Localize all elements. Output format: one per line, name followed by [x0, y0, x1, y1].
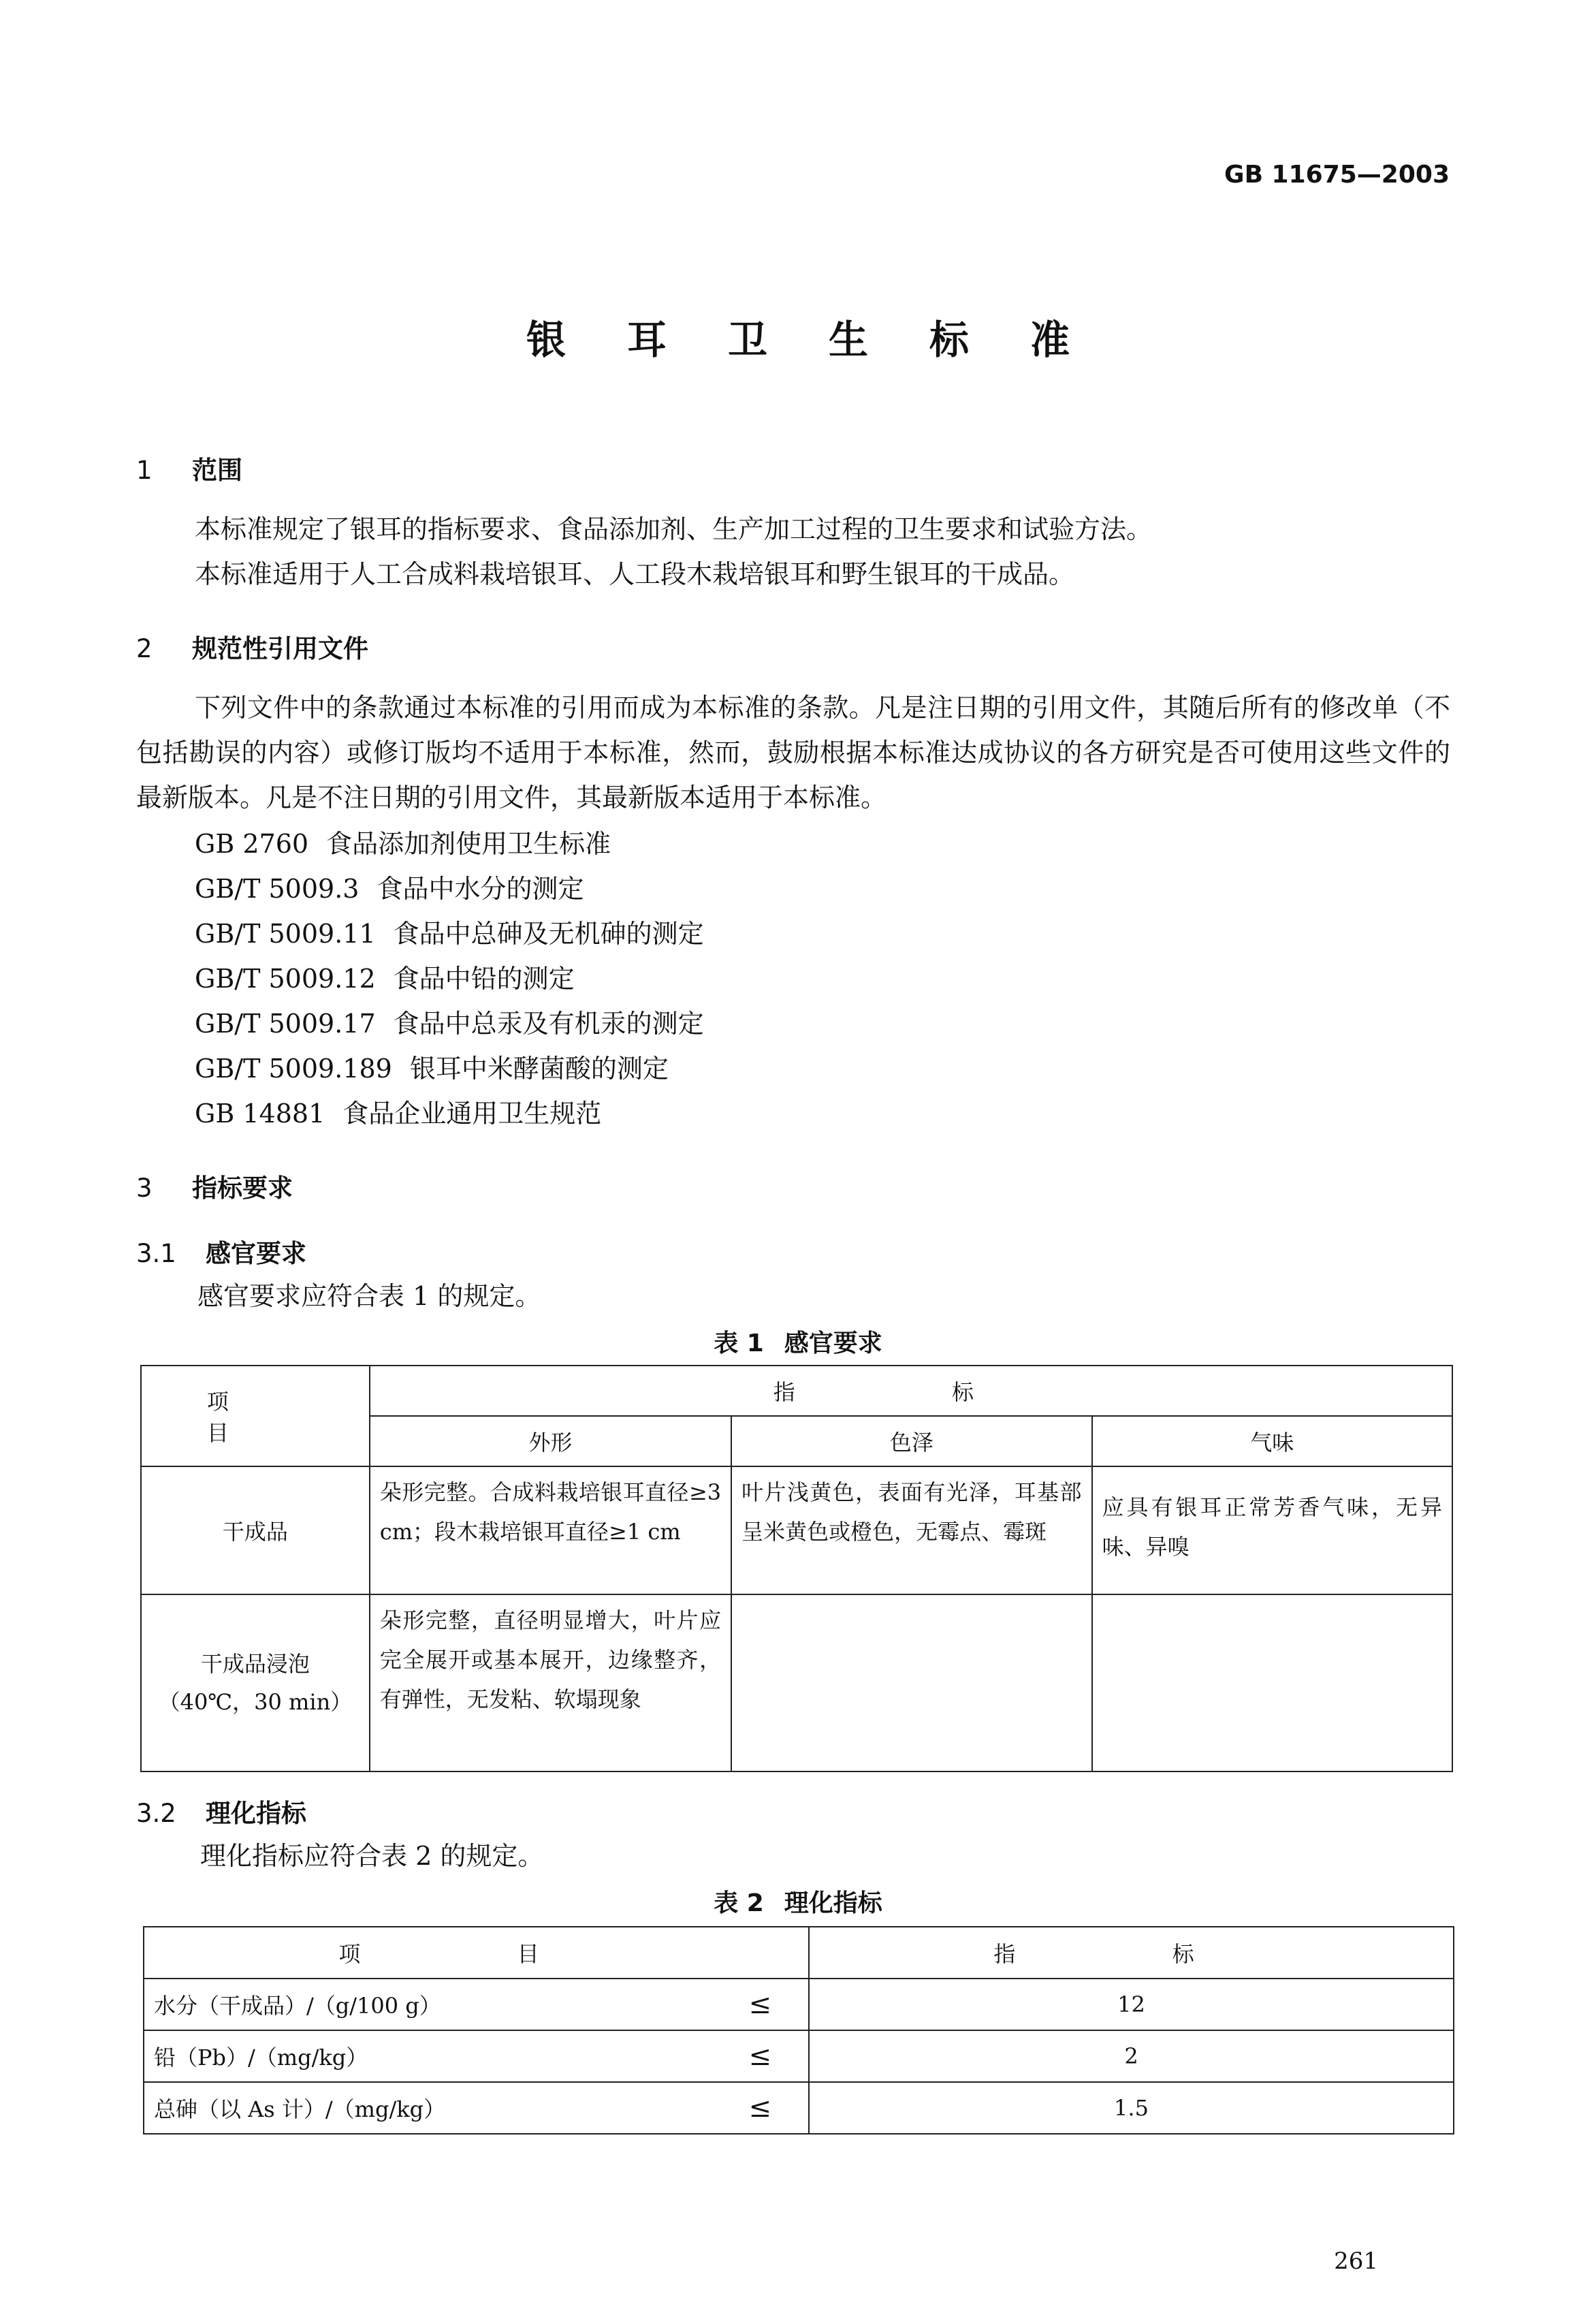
table-cell: 朵形完整。合成料栽培银耳直径≥3 cm；段木栽培银耳直径≥1 cm: [370, 1466, 731, 1594]
item-name: 干成品浸泡: [200, 1651, 310, 1677]
table-header-item: 项 目: [144, 1927, 809, 1979]
table-header-index: 指 标: [809, 1927, 1454, 1979]
caption-number: 表 2: [714, 1889, 764, 1917]
sensory-requirements-table: [140, 1365, 1453, 1772]
section-2-heading: [136, 628, 368, 665]
section-3-heading: [136, 1167, 293, 1204]
section-number: 3.2: [136, 1799, 176, 1828]
reference-name: 食品中水分的测定: [377, 874, 584, 904]
reference-code: GB 14881: [195, 1099, 325, 1129]
table-cell: 应具有银耳正常芳香气味，无异味、异嗅: [1092, 1466, 1452, 1594]
reference-item: [195, 821, 611, 866]
operator: ≤: [748, 1989, 771, 2020]
reference-item: [195, 956, 575, 1001]
table-row: [144, 2082, 1454, 2134]
reference-code: GB/T 5009.12: [195, 964, 376, 994]
table-subheader: 外形: [370, 1416, 731, 1466]
physicochemical-table: [143, 1926, 1454, 2134]
table-cell-item: [144, 1979, 809, 2030]
table-cell: [731, 1594, 1091, 1771]
table-cell-item: [141, 1466, 370, 1594]
table-cell-item: [144, 2030, 809, 2082]
paragraph: 感官要求应符合表 1 的规定。: [197, 1281, 541, 1311]
section-title: 指标要求: [192, 1173, 293, 1203]
table-subheader: 气味: [1092, 1416, 1452, 1466]
paragraph: 理化指标应符合表 2 的规定。: [200, 1841, 544, 1871]
table-cell-item: [144, 2082, 809, 2134]
reference-code: GB/T 5009.3: [195, 874, 360, 904]
reference-name: 食品企业通用卫生规范: [342, 1099, 602, 1129]
table-cell-value: 2: [809, 2030, 1454, 2082]
section-3-2-heading: [136, 1793, 306, 1829]
table-row: [141, 1466, 1452, 1594]
section-1-heading: [136, 450, 242, 486]
reference-item: [195, 1001, 704, 1046]
item-name: 水分（干成品）/（g/100 g）: [154, 1993, 441, 2019]
reference-name: 食品中铅的测定: [393, 964, 575, 994]
section-number: 3: [136, 1173, 153, 1203]
table-row: [144, 2030, 1454, 2082]
reference-name: 食品添加剂使用卫生标准: [326, 829, 611, 859]
reference-name: 银耳中米酵菌酸的测定: [409, 1054, 669, 1084]
reference-code: GB/T 5009.189: [195, 1054, 392, 1084]
caption-number: 表 1: [714, 1329, 764, 1357]
caption-title: 理化指标: [784, 1889, 882, 1917]
page-title: 银耳卫生标准: [526, 317, 1131, 363]
table-header-index: 指 标: [370, 1366, 1452, 1416]
caption-title: 感官要求: [784, 1329, 882, 1357]
item-name: 总砷（以 As 计）/（mg/kg）: [154, 2096, 446, 2122]
section-3-1-heading: [136, 1233, 306, 1270]
reference-item: [195, 1046, 669, 1091]
reference-code: GB/T 5009.11: [195, 919, 376, 949]
section-title: 感官要求: [206, 1239, 306, 1268]
paragraph: 本标准规定了银耳的指标要求、食品添加剂、生产加工过程的卫生要求和试验方法。: [195, 514, 1153, 544]
section-title: 规范性引用文件: [192, 634, 368, 663]
paragraph: 下列文件中的条款通过本标准的引用而成为本标准的条款。凡是注日期的引用文件，其随后所有的修改单（不包括勘误的内容）或修订版均不适用于本标准，然而，鼓励根据本标准达成协议的各方研究是否可使用这些文件的最新版本。凡是不注日期的引用文件，其最新版本适用于本标准。: [136, 693, 1450, 813]
reference-name: 食品中总砷及无机砷的测定: [393, 919, 704, 949]
page-number: 261: [1334, 2248, 1378, 2275]
section-number: 2: [136, 634, 153, 663]
table-subheader: 色泽: [731, 1416, 1091, 1466]
section-number: 3.1: [136, 1239, 176, 1268]
item-name: 铅（Pb）/（mg/kg）: [154, 2045, 368, 2070]
section-title: 范围: [192, 456, 242, 485]
reference-code: GB/T 5009.17: [195, 1009, 376, 1039]
table-cell-item: [141, 1594, 370, 1771]
table-cell: 叶片浅黄色，表面有光泽，耳基部呈米黄色或橙色，无霉点、霉斑: [731, 1466, 1091, 1594]
operator: ≤: [748, 2041, 771, 2072]
reference-item: [195, 1091, 601, 1136]
section-number: 1: [136, 456, 153, 485]
section-title: 理化指标: [206, 1799, 306, 1828]
standard-number: GB 11675—2003: [1224, 161, 1450, 189]
item-name: 干成品: [222, 1519, 288, 1545]
table-header-item: 项 目: [141, 1366, 370, 1466]
reference-name: 食品中总汞及有机汞的测定: [393, 1009, 704, 1039]
table-row: [144, 1979, 1454, 2030]
table-1-caption: [0, 1324, 1596, 1359]
reference-item: [195, 911, 704, 956]
operator: ≤: [748, 2092, 771, 2124]
item-note: （40℃，30 min）: [158, 1689, 353, 1715]
table-cell: [1092, 1594, 1452, 1771]
table-cell: 朵形完整，直径明显增大，叶片应完全展开或基本展开，边缘整齐，有弹性，无发粘、软塌现象: [370, 1594, 731, 1771]
reference-item: [195, 866, 584, 911]
table-cell-value: 1.5: [809, 2082, 1454, 2134]
reference-code: GB 2760: [195, 829, 309, 859]
paragraph: 本标准适用于人工合成料栽培银耳、人工段木栽培银耳和野生银耳的干成品。: [195, 559, 1075, 589]
table-2-caption: [0, 1884, 1596, 1919]
table-row: [141, 1594, 1452, 1771]
table-cell-value: 12: [809, 1979, 1454, 2030]
